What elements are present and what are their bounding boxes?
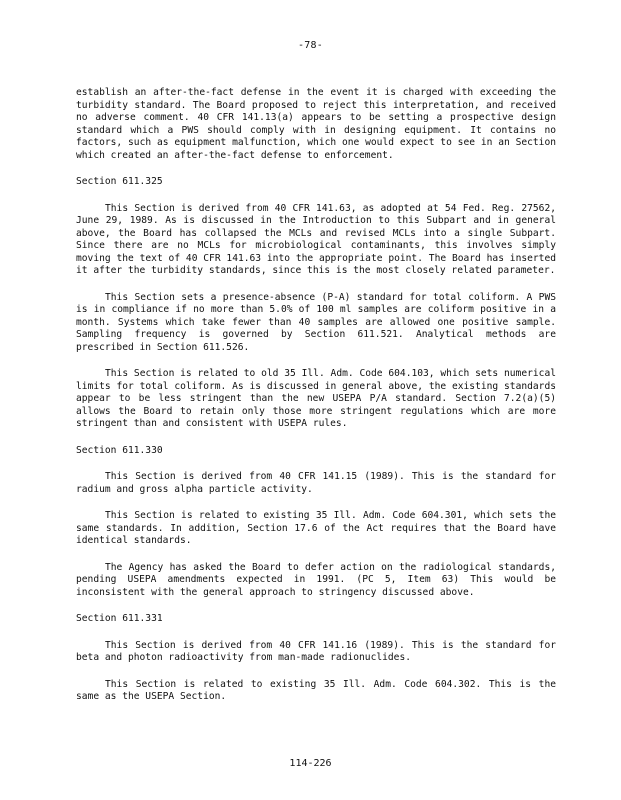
- paragraph: This Section sets a presence-absence (P-A) standard for total coliform. A PWS is in compliance if no more than 5.0% of 100 ml samples are coliform positive in a month. Systems which take fewer than 40 samples are allowed one positive sample. Sampling frequency is governed by Section 611.521. Analytical methods are prescribed in Section 611.526.: [76, 291, 556, 353]
- paragraph: This Section is derived from 40 CFR 141.15 (1989). This is the standard for radium and gross alpha particle activity.: [76, 471, 556, 495]
- paragraph: This Section is derived from 40 CFR 141.63, as adopted at 54 Fed. Reg. 27562, June 29, 1989. As is discussed in the Introduction to this Subpart and in general above, the Board has collapsed the MCLs and revised MCLs into a single Subpart. Since there are no MCLs for microbiological contaminants, this involves simply moving the text of 40 CFR 141.63 into the appropriate point. The Board has inserted it after the turbidity standards, since this is the most closely related parameter.: [76, 202, 556, 276]
- paragraph: This Section is derived from 40 CFR 141.16 (1989). This is the standard for beta and photon radioactivity from man-made radionuclides.: [76, 639, 556, 663]
- page-number: -78-: [298, 40, 323, 51]
- page-footer: 114-226: [289, 758, 332, 769]
- paragraph: This Section is related to existing 35 Ill. Adm. Code 604.301, which sets the same standards. In addition, Section 17.6 of the Act requires that the Board have identical standards.: [76, 510, 556, 546]
- paragraph: The Agency has asked the Board to defer action on the radiological standards, pending USEPA amendments expected in 1991. (PC 5, Item 63) This would be inconsistent with the general approach to stringency discussed above.: [76, 561, 556, 598]
- paragraph: This Section is related to existing 35 Ill. Adm. Code 604.302. This is the same as the USEPA Section.: [76, 678, 556, 702]
- paragraph: This Section is related to old 35 Ill. Adm. Code 604.103, which sets numerical limits for total coliform. As is discussed in general above, the existing standards appear to be less stringent than the new USEPA P/A standard. Section 7.2(a)(5) allows the Board to retain only those more stringent regulations which are more stringent than and consistent with USEPA rules.: [76, 368, 556, 429]
- section-heading: Section 611.331: [76, 613, 163, 624]
- document-body: [76, 87, 556, 718]
- paragraph: establish an after-the-fact defense in the event it is charged with exceeding the turbidity standard. The Board proposed to reject this interpretation, and received no adverse comment. 40 CFR 141.13(a) appears to be setting a prospective design standard which a PWS should comply with in designing equipment. It contains no factors, such as equipment malfunction, which one would expect to see in an Section which created an after-the-fact defense to enforcement.: [76, 87, 556, 161]
- section-heading: Section 611.330: [76, 444, 163, 456]
- section-heading: Section 611.325: [76, 176, 163, 187]
